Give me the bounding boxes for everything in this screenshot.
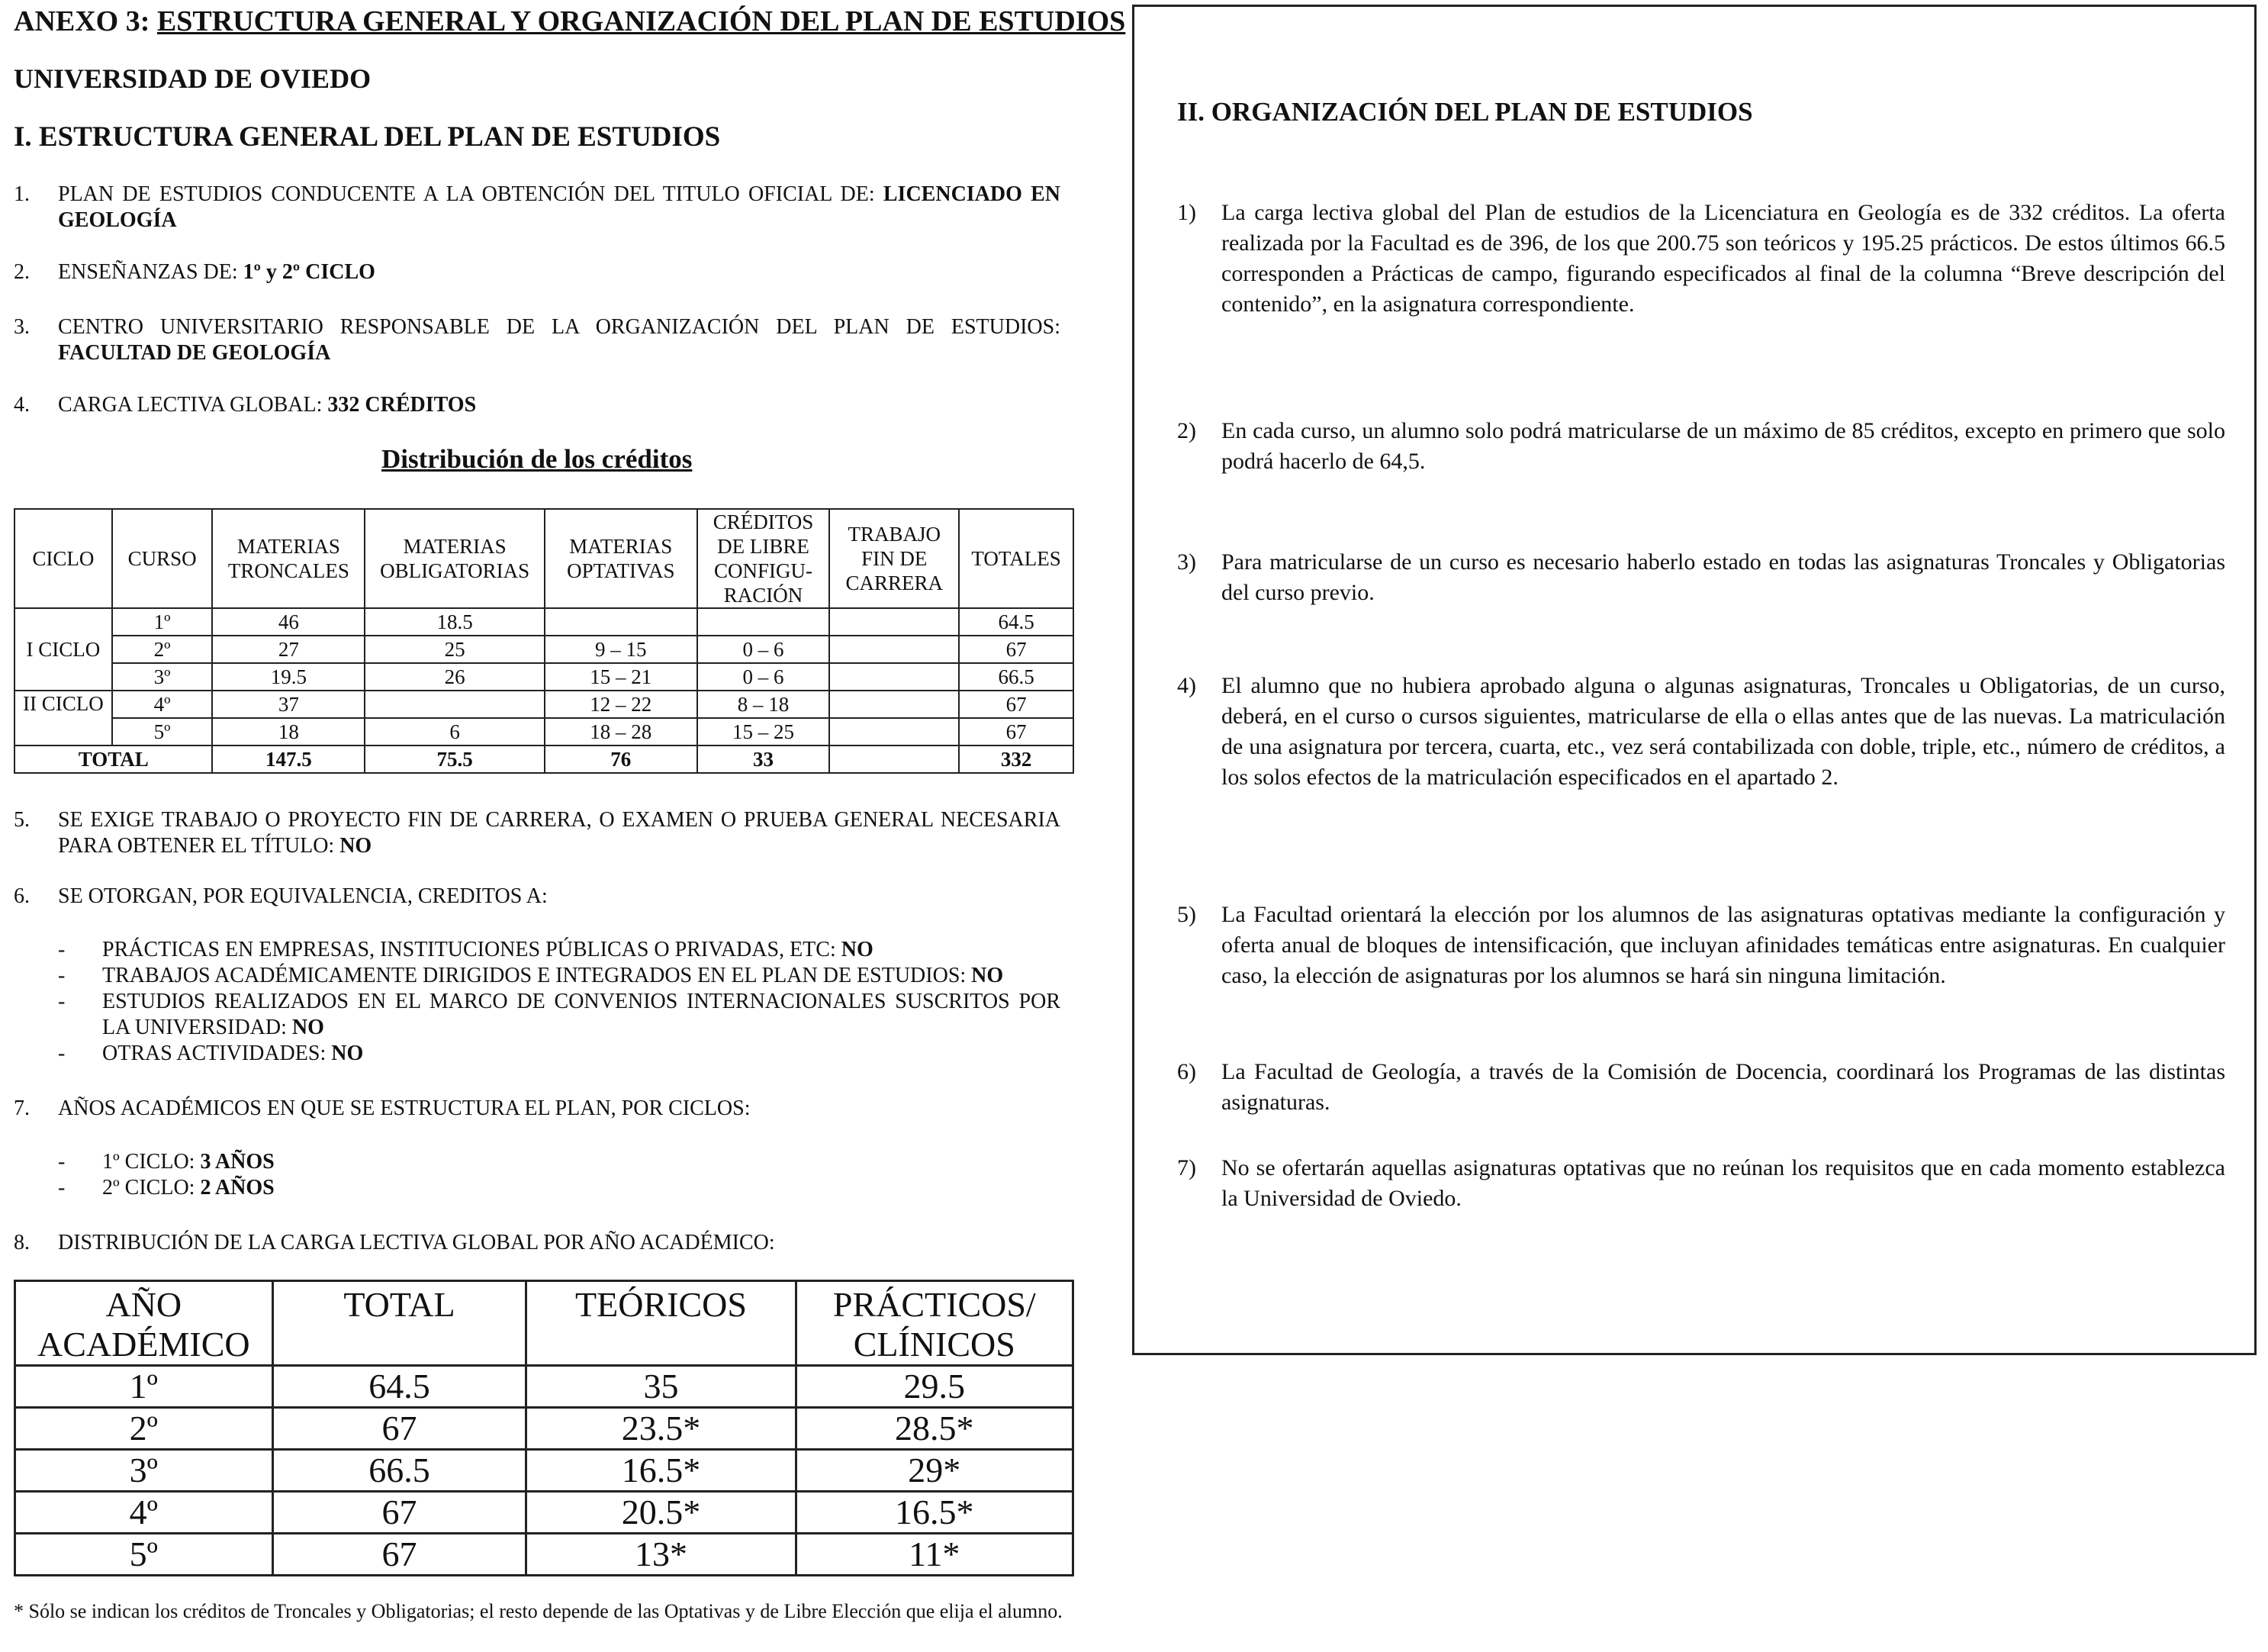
- table-cell: 16.5*: [526, 1450, 796, 1492]
- item-text: PLAN DE ESTUDIOS CONDUCENTE A LA OBTENCIÓN DEL TITULO OFICIAL DE:: [58, 182, 883, 206]
- header-obligatorias: MATERIAS OBLIGATORIAS: [365, 509, 545, 608]
- org-text: La Facultad de Geología, a través de la Comisión de Docencia, coordinará los Programas de las distintas asignaturas.: [1221, 1059, 2225, 1115]
- annex-heading: [14, 5, 1125, 38]
- item-value: FACULTAD DE GEOLOGÍA: [58, 341, 331, 365]
- table-cell: 23.5*: [526, 1408, 796, 1450]
- header-libre: CRÉDITOS DE LIBRE CONFIGU-RACIÓN: [697, 509, 830, 608]
- table-header-row: [14, 509, 1073, 608]
- equivalence-item: [58, 937, 1060, 963]
- table-cell: 11*: [796, 1534, 1073, 1576]
- table-cell: 12 – 22: [545, 691, 697, 718]
- item-text: AÑOS ACADÉMICOS EN QUE SE ESTRUCTURA EL PLAN, POR CICLOS:: [58, 1097, 751, 1120]
- item-6: [14, 884, 1060, 910]
- sub-value: NO: [331, 1042, 364, 1065]
- item-3: [14, 314, 1060, 366]
- org-number: 6): [1177, 1059, 1196, 1084]
- table-cell: [829, 636, 959, 663]
- sub-text: OTRAS ACTIVIDADES:: [102, 1042, 332, 1065]
- table-cell: 8 – 18: [697, 691, 830, 718]
- table-cell: 64.5: [959, 608, 1073, 636]
- sub-text: TRABAJOS ACADÉMICAMENTE DIRIGIDOS E INTEGRADOS EN EL PLAN DE ESTUDIOS:: [102, 964, 972, 987]
- table-cell: 9 – 15: [545, 636, 697, 663]
- item-number: 6.: [14, 884, 30, 908]
- item-text: CENTRO UNIVERSITARIO RESPONSABLE DE LA ORGANIZACIÓN DEL PLAN DE ESTUDIOS:: [58, 315, 1060, 339]
- item-number: 8.: [14, 1231, 30, 1254]
- item-1: [14, 182, 1060, 233]
- table-row: [15, 1366, 1073, 1408]
- section2-title: II. ORGANIZACIÓN DEL PLAN DE ESTUDIOS: [1177, 97, 1753, 127]
- annex-prefix: ANEXO 3:: [14, 5, 157, 37]
- org-text: El alumno que no hubiera aprobado alguna o algunas asignaturas, Troncales u Obligatorias, de un curso, deberá, en el curso o cursos siguientes, matricularse de ella o ellas antes que de las nuevas. La matriculación de una asignatura por tercera, cuarta, etc., vez será contabilizada con doble, triple, etc., número de créditos, a los solos efectos de la matriculación especificados en el apartado 2.: [1221, 673, 2225, 790]
- org-text: No se ofertarán aquellas asignaturas optativas que no reúnan los requisitos que en cada momento establezca la Universidad de Oviedo.: [1221, 1155, 2225, 1211]
- table-cell: 26: [365, 663, 545, 691]
- item-number: 1.: [14, 182, 30, 206]
- header-trabajo: TRABAJO FIN DE CARRERA: [829, 509, 959, 608]
- item-value: 1º y 2º CICLO: [243, 260, 375, 284]
- table-cell: 0 – 6: [697, 636, 830, 663]
- item-7: [14, 1096, 1060, 1122]
- org-item-3: [1177, 547, 2225, 608]
- table-cell: 75.5: [365, 745, 545, 773]
- table-row: [14, 663, 1073, 691]
- table-cell: 18: [212, 718, 365, 745]
- table-cell: 33: [697, 745, 830, 773]
- org-number: 1): [1177, 200, 1196, 225]
- total-label: TOTAL: [14, 745, 212, 773]
- org-item-4: [1177, 671, 2225, 793]
- sub-value: 2 AÑOS: [200, 1176, 275, 1200]
- header-practicos: PRÁCTICOS/ CLÍNICOS: [796, 1281, 1073, 1366]
- org-text: En cada curso, un alumno solo podrá matricularse de un máximo de 85 créditos, excepto en primero que solo podrá hacerlo de 64,5.: [1221, 418, 2225, 474]
- sub-value: NO: [971, 964, 1004, 987]
- sub-value: NO: [841, 938, 873, 961]
- dash: -: [58, 990, 66, 1013]
- table-cell: [697, 608, 830, 636]
- sub-value: NO: [291, 1016, 324, 1039]
- table-cell: [829, 745, 959, 773]
- table-cell: 18.5: [365, 608, 545, 636]
- sub-text: ESTUDIOS REALIZADOS EN EL MARCO DE CONVENIOS INTERNACIONALES SUSCRITOS POR LA UNIVERSIDAD:: [102, 990, 1060, 1039]
- header-teoricos: TEÓRICOS: [526, 1281, 796, 1366]
- table-cell: 35: [526, 1366, 796, 1408]
- table-cell: 18 – 28: [545, 718, 697, 745]
- cycle-item: [58, 1175, 1060, 1201]
- header-optativas: MATERIAS OPTATIVAS: [545, 509, 697, 608]
- header-ano: AÑO ACADÉMICO: [15, 1281, 273, 1366]
- table-cell: 67: [959, 718, 1073, 745]
- header-curso: CURSO: [112, 509, 213, 608]
- organization-panel: [1132, 5, 2257, 1355]
- item-text: SE EXIGE TRABAJO O PROYECTO FIN DE CARRERA, O EXAMEN O PRUEBA GENERAL NECESARIA PARA OBTENER EL TÍTULO:: [58, 808, 1060, 858]
- annex-title: ESTRUCTURA GENERAL Y ORGANIZACIÓN DEL PLAN DE ESTUDIOS: [156, 5, 1126, 37]
- table-cell: 147.5: [212, 745, 365, 773]
- table-cell: 5º: [112, 718, 213, 745]
- table-cell: 67: [959, 636, 1073, 663]
- equivalence-item: [58, 989, 1060, 1041]
- header-troncales: MATERIAS TRONCALES: [212, 509, 365, 608]
- table-cell: 46: [212, 608, 365, 636]
- table-cell: 13*: [526, 1534, 796, 1576]
- table-cell: 64.5: [272, 1366, 526, 1408]
- table-cell: 20.5*: [526, 1492, 796, 1534]
- section1-title: I. ESTRUCTURA GENERAL DEL PLAN DE ESTUDIOS: [14, 121, 721, 153]
- table-cell: 2º: [15, 1408, 273, 1450]
- item-5: [14, 807, 1060, 859]
- table-cell: 3º: [112, 663, 213, 691]
- table-cell: [545, 608, 697, 636]
- item-2: [14, 259, 1060, 285]
- university-name: UNIVERSIDAD DE OVIEDO: [14, 63, 372, 94]
- org-item-7: [1177, 1153, 2225, 1214]
- item-value: NO: [339, 834, 372, 858]
- item-text: ENSEÑANZAS DE:: [58, 260, 243, 284]
- table-cell: 37: [212, 691, 365, 718]
- org-number: 5): [1177, 902, 1196, 927]
- table-total-row: [14, 745, 1073, 773]
- table-cell: 29.5: [796, 1366, 1073, 1408]
- table-row: [14, 636, 1073, 663]
- item-number: 2.: [14, 260, 30, 284]
- table-cell: 4º: [112, 691, 213, 718]
- table-cell: 0 – 6: [697, 663, 830, 691]
- table-cell: 67: [272, 1408, 526, 1450]
- dash: -: [58, 1150, 66, 1174]
- cycle-item: [58, 1149, 1060, 1175]
- item-number: 5.: [14, 808, 30, 832]
- credits-table: [14, 508, 1074, 774]
- table-cell: 67: [272, 1492, 526, 1534]
- item-number: 3.: [14, 315, 30, 339]
- table-cell: 5º: [15, 1534, 273, 1576]
- org-item-2: [1177, 416, 2225, 477]
- dash: -: [58, 1176, 66, 1200]
- table-cell: 19.5: [212, 663, 365, 691]
- table-cell: 1º: [15, 1366, 273, 1408]
- dash: -: [58, 938, 66, 961]
- table-cell: 332: [959, 745, 1073, 773]
- table-cell: 1º: [112, 608, 213, 636]
- table-cell: [829, 691, 959, 718]
- table-row: [14, 718, 1073, 745]
- org-text: Para matricularse de un curso es necesario haberlo estado en todas las asignaturas Troncales y Obligatorias del curso previo.: [1221, 549, 2225, 605]
- table-cell: 76: [545, 745, 697, 773]
- table-cell: 28.5*: [796, 1408, 1073, 1450]
- table-row: [15, 1534, 1073, 1576]
- org-number: 2): [1177, 418, 1196, 443]
- table-cell: 15 – 21: [545, 663, 697, 691]
- table-cell: 66.5: [272, 1450, 526, 1492]
- distribution-title: Distribución de los créditos: [381, 444, 693, 474]
- item-value: 332 CRÉDITOS: [327, 393, 477, 417]
- table-row: [15, 1450, 1073, 1492]
- table-row: [15, 1408, 1073, 1450]
- item-text: SE OTORGAN, POR EQUIVALENCIA, CREDITOS A:: [58, 884, 548, 908]
- org-item-5: [1177, 900, 2225, 991]
- item-value: LICENCIADO EN GEOLOGÍA: [58, 182, 1060, 232]
- table-cell: 16.5*: [796, 1492, 1073, 1534]
- table-cell: 29*: [796, 1450, 1073, 1492]
- sub-text: 2º CICLO:: [102, 1176, 201, 1200]
- cycle-label: I CICLO: [14, 608, 112, 691]
- table-cell: 27: [212, 636, 365, 663]
- table-cell: [829, 718, 959, 745]
- equivalence-item: [58, 1041, 1060, 1067]
- table-cell: 67: [959, 691, 1073, 718]
- org-item-1: [1177, 198, 2225, 320]
- header-ciclo: CICLO: [14, 509, 112, 608]
- table-row: [15, 1492, 1073, 1534]
- table-header-row: [15, 1281, 1073, 1366]
- table-cell: [829, 608, 959, 636]
- years-table: [14, 1280, 1074, 1576]
- item-4: [14, 392, 1060, 418]
- table-cell: 6: [365, 718, 545, 745]
- org-number: 3): [1177, 549, 1196, 575]
- table-cell: 66.5: [959, 663, 1073, 691]
- header-totales: TOTALES: [959, 509, 1073, 608]
- footnote: * Sólo se indican los créditos de Troncales y Obligatorias; el resto depende de las Optativas y de Libre Elección que elija el alumno.: [14, 1600, 1063, 1622]
- table-row: [14, 691, 1073, 718]
- sub-value: 3 AÑOS: [200, 1150, 275, 1174]
- table-row: [14, 608, 1073, 636]
- table-cell: 4º: [15, 1492, 273, 1534]
- item-8: [14, 1230, 1060, 1256]
- org-text: La carga lectiva global del Plan de estudios de la Licenciatura en Geología es de 332 créditos. La oferta realizada por la Facultad es de 396, de los que 200.75 son teóricos y 195.25 prácticos. De estos últimos 66.5 corresponden a Prácticas de campo, figurando especificados al final de la columna “Breve descripción del contenido”, en la asignatura correspondiente.: [1221, 200, 2225, 317]
- equivalence-item: [58, 963, 1060, 989]
- org-item-6: [1177, 1057, 2225, 1118]
- table-cell: 67: [272, 1534, 526, 1576]
- table-cell: [365, 691, 545, 718]
- org-number: 7): [1177, 1155, 1196, 1180]
- sub-text: PRÁCTICAS EN EMPRESAS, INSTITUCIONES PÚBLICAS O PRIVADAS, ETC:: [102, 938, 841, 961]
- table-cell: 25: [365, 636, 545, 663]
- table-cell: 3º: [15, 1450, 273, 1492]
- item-text: CARGA LECTIVA GLOBAL:: [58, 393, 328, 417]
- item-number: 4.: [14, 393, 30, 417]
- item-text: DISTRIBUCIÓN DE LA CARGA LECTIVA GLOBAL POR AÑO ACADÉMICO:: [58, 1231, 775, 1254]
- cycle-label: II CICLO: [14, 691, 112, 745]
- table-cell: [829, 663, 959, 691]
- table-cell: 15 – 25: [697, 718, 830, 745]
- org-text: La Facultad orientará la elección por los alumnos de las asignaturas optativas mediante la configuración y oferta anual de bloques de intensificación, que incluyan afinidades temáticas entre asignaturas. En cualquier caso, la elección de asignaturas por los alumnos se hará sin ninguna limitación.: [1221, 902, 2225, 988]
- header-total: TOTAL: [272, 1281, 526, 1366]
- sub-text: 1º CICLO:: [102, 1150, 201, 1174]
- table-cell: 2º: [112, 636, 213, 663]
- dash: -: [58, 964, 66, 987]
- org-number: 4): [1177, 673, 1196, 698]
- dash: -: [58, 1042, 66, 1065]
- item-number: 7.: [14, 1097, 30, 1120]
